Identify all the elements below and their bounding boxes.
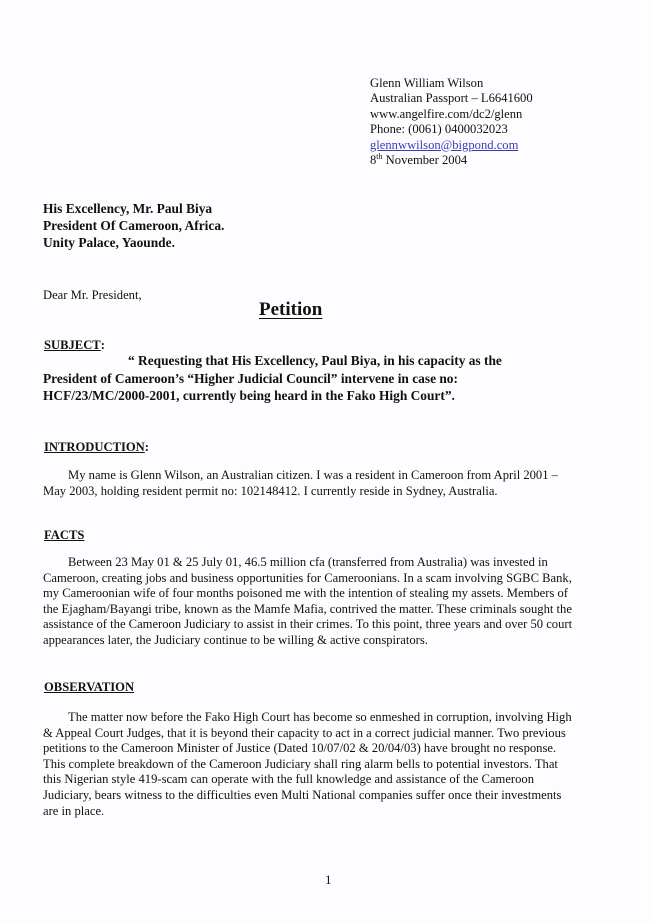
paragraph-line: petitions to the Cameroon Minister of Justice (Dated 10/07/02 & 20/04/03) have brought no response. [43,741,557,756]
recipient-block [43,200,224,252]
sender-phone: Phone: (0061) 0400032023 [370,122,508,137]
letter-date [370,153,533,168]
introduction-heading-label: INTRODUCTION [44,440,145,454]
subject-heading-label: SUBJECT [44,338,101,352]
paragraph-line: & Appeal Court Judges, that it is beyond their capacity to act in a correct judicial manner. Two previous [43,725,566,740]
subject-text [43,352,623,405]
recipient-line: His Excellency, Mr. Paul Biya [43,201,213,216]
date-day: 8 [370,153,377,168]
sender-email-link[interactable]: glennwwilson@bigpond.com [370,137,519,152]
paragraph-line: May 2003, holding resident permit no: 102148412. I currently reside in Sydney, Australia. [43,483,498,498]
paragraph-line: Cameroon, creating jobs and business opportunities for Cameroonians. In a scam involving SGBC Bank, [43,570,572,585]
page-number: 1 [325,872,332,887]
paragraph-line: this Nigerian style 419-scam can operate with the full knowledge and assistance of the Cameroon [43,772,535,787]
facts-heading: FACTS [44,528,85,542]
paragraph-line: Judiciary, bears witness to the difficulties even Multi National companies suffer once their investments [43,787,562,802]
date-rest: November 2004 [382,153,468,168]
paragraph-line: the Ejagham/Bayangi tribe, known as the Mamfe Mafia, contrived the matter. These criminals sought the [43,601,572,616]
subject-heading-colon: : [100,338,105,352]
introduction-heading [44,440,149,455]
paragraph-line: appearances later, the Judiciary continue to be willing & active conspirators. [43,632,428,647]
paragraph-line: The matter now before the Fako High Court has become so enmeshed in corruption, involving High [68,710,572,724]
subject-heading [44,338,105,353]
observation-paragraph [43,710,611,819]
observation-heading: OBSERVATION [44,680,135,694]
subject-line: President of Cameroon’s “Higher Judicial Council” intervene in case no: [43,370,458,386]
paragraph-line: my Cameroonian wife of four months poisoned me with the intention of stealing my assets. Members of [43,586,568,601]
paragraph-line: assistance of the Cameroon Judiciary to assist in their crimes. To this point, three years and over 50 court [43,617,573,632]
introduction-paragraph [43,468,611,499]
recipient-line: Unity Palace, Yaounde. [43,235,175,251]
date-suffix: th [376,151,383,161]
paragraph-line: My name is Glenn Wilson, an Australian citizen. I was a resident in Cameroon from April 2001 – [68,468,558,482]
paragraph-line: are in place. [43,803,105,818]
facts-paragraph [43,555,611,649]
subject-line: HCF/23/MC/2000-2001, currently being heard in the Fako High Court”. [43,388,455,403]
paragraph-line: This complete breakdown of the Cameroon Judiciary shall ring alarm bells to potential investors. That [43,756,558,771]
sender-block [370,76,533,168]
recipient-line: President Of Cameroon, Africa. [43,218,225,234]
introduction-heading-colon: : [144,440,149,454]
sender-website[interactable]: www.angelfire.com/dc2/glenn [370,106,523,121]
salutation: Dear Mr. President, [43,288,142,302]
subject-line: “ Requesting that His Excellency, Paul Biya, in his capacity as the [128,353,502,368]
document-title: Petition [259,299,323,320]
sender-passport: Australian Passport – L6641600 [370,91,533,106]
sender-name: Glenn William Wilson [370,76,484,90]
paragraph-line: Between 23 May 01 & 25 July 01, 46.5 million cfa (transferred from Australia) was invested in [68,555,548,569]
